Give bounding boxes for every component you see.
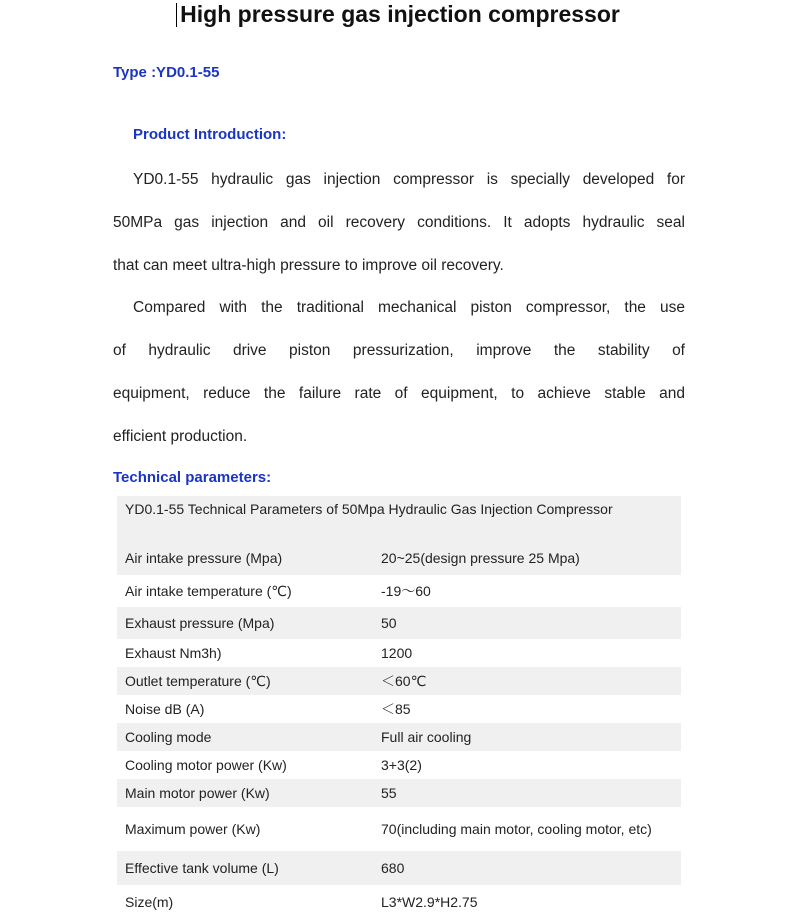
table-row: [117, 885, 681, 919]
param-name: Effective tank volume (L): [117, 851, 373, 885]
param-value: 3+3(2): [381, 756, 422, 773]
param-name: Air intake pressure (Mpa): [117, 541, 373, 575]
table-caption: YD0.1-55 Technical Parameters of 50Mpa Hydraulic Gas Injection Compressor: [117, 496, 681, 541]
param-name: Main motor power (Kw): [117, 779, 373, 807]
param-value: -19～60: [381, 582, 431, 599]
tech-params-heading: Technical parameters:: [113, 469, 272, 486]
type-label: Type :YD0.1-55: [113, 64, 220, 81]
param-value: 680: [373, 851, 681, 885]
intro-line: YD0.1-55 hydraulic gas injection compressor is specially developed for: [133, 171, 685, 188]
param-value: 20~25(design pressure 25 Mpa): [373, 541, 681, 575]
param-name: Exhaust pressure (Mpa): [117, 607, 373, 639]
table-row: [117, 695, 681, 723]
param-name: Exhaust Nm3h): [125, 644, 222, 661]
table-row: [117, 751, 681, 779]
param-value: 55: [373, 779, 681, 807]
intro-paragraph-1: [113, 171, 685, 300]
table-caption-row: [117, 496, 681, 541]
param-name: Noise dB (A): [125, 700, 205, 717]
table-row: [117, 607, 681, 639]
parameters-table: [117, 496, 681, 919]
param-value: 1200: [381, 644, 413, 661]
param-value: 70(including main motor, cooling motor, etc): [381, 820, 652, 837]
param-name: Size(m): [125, 893, 174, 910]
table-row: [117, 779, 681, 807]
intro-line: efficient production.: [113, 428, 248, 445]
param-value: Full air cooling: [373, 723, 681, 751]
intro-line: of hydraulic drive piston pressurization, improve the stability of: [113, 342, 685, 359]
param-value: ＜85: [381, 700, 411, 717]
intro-line: that can meet ultra-high pressure to improve oil recovery.: [113, 257, 504, 274]
param-name: Air intake temperature (℃): [125, 582, 292, 599]
intro-paragraph-2: [113, 299, 685, 471]
page-title: High pressure gas injection compressor: [180, 1, 620, 27]
table-row: [117, 575, 681, 607]
table-row: [117, 851, 681, 885]
text-cursor: [176, 3, 177, 27]
param-name: Cooling motor power (Kw): [125, 756, 287, 773]
param-name: Maximum power (Kw): [125, 820, 261, 837]
param-value: L3*W2.9*H2.75: [381, 893, 478, 910]
intro-heading: Product Introduction:: [133, 126, 287, 143]
intro-line: 50MPa gas injection and oil recovery conditions. It adopts hydraulic seal: [113, 214, 685, 231]
table-row: [117, 541, 681, 575]
param-value: ＜60℃: [373, 667, 681, 695]
table-row: [117, 667, 681, 695]
param-name: Cooling mode: [117, 723, 373, 751]
intro-line: equipment, reduce the failure rate of equipment, to achieve stable and: [113, 385, 685, 402]
intro-line: Compared with the traditional mechanical piston compressor, the use: [133, 299, 685, 316]
table-row: [117, 807, 681, 851]
param-name: Outlet temperature (℃): [117, 667, 373, 695]
table-row: [117, 723, 681, 751]
table-row: [117, 639, 681, 667]
param-value: 50: [373, 607, 681, 639]
